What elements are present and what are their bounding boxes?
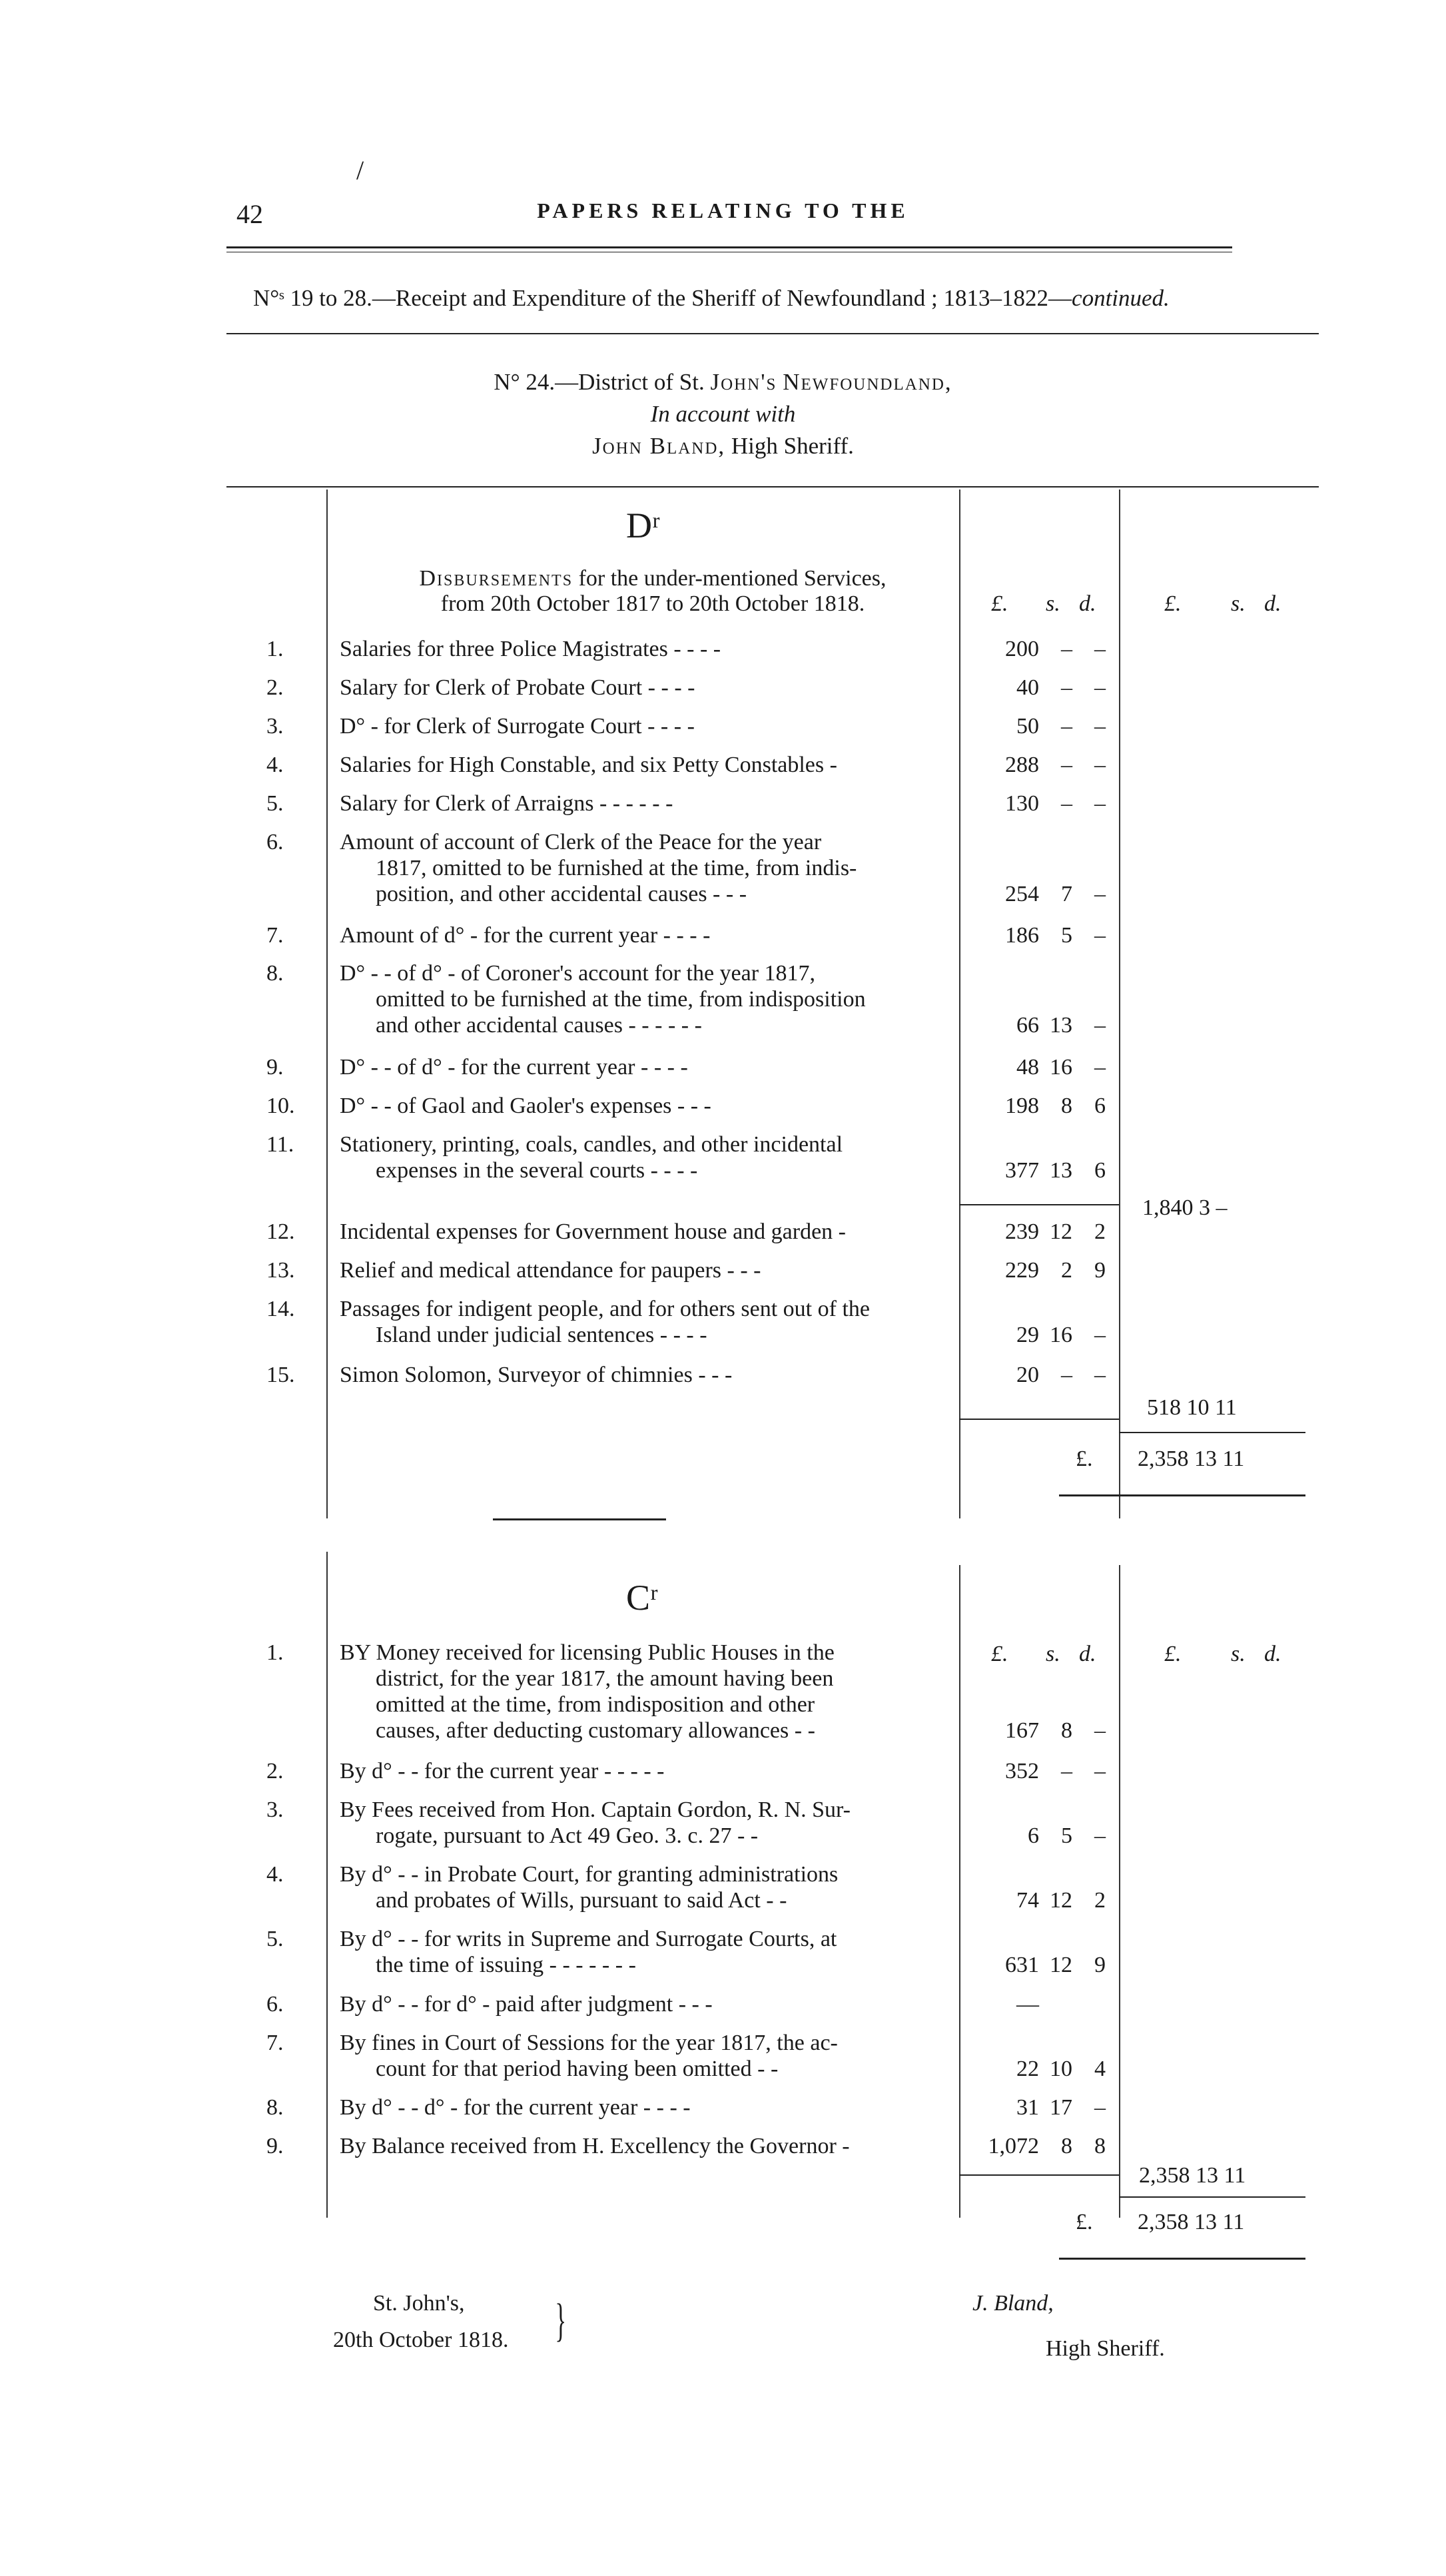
description-line: Passages for indigent people, and for others sent out of the [340, 1297, 870, 1321]
description-line: causes, after deducting customary allowances - - [376, 1718, 815, 1743]
description-line: By fines in Court of Sessions for the year 1817, the ac- [340, 2031, 838, 2055]
amount-shillings: 2 [1061, 1258, 1072, 1283]
row-number: 3. [266, 714, 284, 739]
page-number: 42 [236, 199, 263, 229]
amount-pounds: 66 [1016, 1013, 1039, 1038]
amount-pounds: 352 [1005, 1759, 1039, 1783]
account-place: John's [710, 369, 777, 395]
description-line: Simon Solomon, Surveyor of chimnies - - - [340, 1363, 733, 1387]
debit-col2-pence: d. [1264, 591, 1281, 616]
debit-center-rule [959, 489, 960, 1518]
amount-shillings: 10 [1050, 2057, 1072, 2081]
row-number: 9. [266, 1055, 284, 1080]
amount-pounds: 288 [1005, 753, 1039, 777]
amount-pounds: 130 [1005, 791, 1039, 816]
description-line: omitted to be furnished at the time, from indisposition [376, 987, 866, 1012]
row-description [340, 791, 939, 816]
amount-shillings: 8 [1061, 1718, 1072, 1743]
description-line: district, for the year 1817, the amount having been [376, 1666, 834, 1691]
amount-pounds: 631 [1005, 1953, 1039, 1977]
row-description [340, 1926, 939, 1978]
amount-shillings: 16 [1050, 1055, 1072, 1080]
amount-shillings: – [1061, 714, 1072, 739]
row-description [340, 675, 939, 701]
credit-left-rule [326, 1552, 328, 2218]
description-line: Island under judicial sentences - - - - [376, 1323, 707, 1347]
amount-pounds: 31 [1016, 2095, 1039, 2120]
debit-subtotal-rule-1 [959, 1204, 1119, 1205]
amount-pounds: 377 [1005, 1158, 1039, 1183]
amount-pence: 9 [1094, 1258, 1106, 1283]
amount-shillings: – [1061, 791, 1072, 816]
amount-pence: – [1094, 753, 1106, 777]
brace-icon: } [555, 2295, 567, 2346]
credit-total: 2,358 13 11 [1138, 2210, 1245, 2234]
amount-pounds: 6 [1028, 1823, 1039, 1848]
credit-total-rule-top [1119, 2196, 1305, 2198]
amount-pounds: 239 [1005, 1219, 1039, 1244]
account-rule [226, 486, 1319, 487]
debit-right-rule [1119, 489, 1120, 1518]
description-line: Amount of account of Clerk of the Peace for the year [340, 830, 822, 854]
credit-col2-pounds: £. [1164, 1642, 1182, 1666]
footer-signature: J. Bland, [972, 2291, 1054, 2316]
amount-pence: 2 [1094, 1219, 1106, 1244]
description-line: D° - - of Gaol and Gaoler's expenses - - - [340, 1094, 711, 1118]
row-number: 14. [266, 1297, 295, 1321]
description-line: Relief and medical attendance for paupers - - - [340, 1258, 761, 1283]
amount-pounds: 74 [1016, 1888, 1039, 1913]
description-line: Salaries for three Police Magistrates - - - - [340, 637, 721, 661]
row-number: 9. [266, 2134, 284, 2158]
row-number: 1. [266, 1640, 284, 1665]
description-line: Salaries for High Constable, and six Petty Constables - [340, 753, 837, 777]
amount-pounds: 254 [1005, 882, 1039, 906]
amount-shillings: 8 [1061, 2134, 1072, 2158]
description-line: rogate, pursuant to Act 49 Geo. 3. c. 27 - - [376, 1823, 759, 1848]
amount-pounds: 167 [1005, 1718, 1039, 1743]
description-line: By Fees received from Hon. Captain Gordon, R. N. Sur- [340, 1797, 851, 1822]
description-line: BY Money received for licensing Public Houses in the [340, 1640, 835, 1665]
description-line: and probates of Wills, pursuant to said Act - - [376, 1888, 787, 1913]
footer-title: High Sheriff. [1046, 2336, 1165, 2361]
amount-pence: 9 [1094, 1953, 1106, 1977]
debit-subtotal-rule-2 [959, 1419, 1119, 1420]
amount-shillings: 8 [1061, 1094, 1072, 1118]
row-description [340, 960, 939, 1038]
credit-center-rule [959, 1565, 960, 2218]
description-line: Incidental expenses for Government house and garden - [340, 1219, 847, 1244]
amount-shillings: 12 [1050, 1219, 1072, 1244]
description-line: By d° - - in Probate Court, for granting administrations [340, 1862, 839, 1887]
debit-left-rule [326, 489, 328, 1518]
row-description [340, 2133, 939, 2159]
amount-pounds: 198 [1005, 1094, 1039, 1118]
debit-total: 2,358 13 11 [1138, 1447, 1245, 1471]
document-subtitle [253, 285, 1170, 312]
amount-pence: 4 [1094, 2057, 1106, 2081]
row-number: 7. [266, 923, 284, 948]
amount-pence: – [1094, 1013, 1106, 1038]
row-number: 3. [266, 1797, 284, 1822]
amount-pence: 2 [1094, 1888, 1106, 1913]
row-description [340, 1131, 939, 1183]
description-line: By d° - - for writs in Supreme and Surrogate Courts, at [340, 1927, 837, 1951]
row-number: 1. [266, 637, 284, 661]
row-number: 6. [266, 830, 284, 854]
amount-pounds: — [1016, 1992, 1039, 2017]
subtitle-text: N°ˢ 19 to 28.—Receipt and Expenditure of the Sheriff of Newfoundland ; 1813–1822— [253, 285, 1072, 311]
debit-total-rule-bottom [1059, 1494, 1305, 1496]
row-number: 10. [266, 1094, 295, 1118]
description-line: By d° - - d° - for the current year - - - - [340, 2095, 691, 2120]
account-heading [0, 366, 1446, 462]
amount-shillings: 12 [1050, 1888, 1072, 1913]
description-line: 1817, omitted to be furnished at the time, from indis- [376, 856, 857, 880]
row-number: 8. [266, 2095, 284, 2120]
debit-heading-dates: from 20th October 1817 to 20th October 1818. [440, 591, 865, 616]
account-office: High Sheriff. [731, 433, 854, 459]
row-number: 15. [266, 1363, 295, 1387]
row-number: 4. [266, 753, 284, 777]
description-line: By d° - - for the current year - - - - - [340, 1759, 665, 1783]
amount-pounds: 29 [1016, 1323, 1039, 1347]
amount-shillings: – [1061, 1363, 1072, 1387]
credit-col-pence: d. [1079, 1642, 1096, 1666]
description-line: position, and other accidental causes - - - [376, 882, 747, 906]
amount-pence: 6 [1094, 1094, 1106, 1118]
row-description [340, 1296, 939, 1348]
account-district: N° 24.—District of St. [494, 369, 705, 395]
amount-pence: – [1094, 714, 1106, 739]
description-line: Amount of d° - for the current year - - - - [340, 923, 711, 948]
amount-shillings: 5 [1061, 1823, 1072, 1848]
footer-place: St. John's, [373, 2291, 465, 2316]
amount-shillings: 7 [1061, 882, 1072, 906]
amount-pounds: 186 [1005, 923, 1039, 948]
row-description [340, 829, 939, 907]
debit-total-rule-top [1119, 1432, 1305, 1433]
amount-shillings: – [1061, 675, 1072, 700]
row-description [340, 2030, 939, 2082]
account-line-3 [0, 430, 1446, 462]
row-description [340, 1797, 939, 1849]
amount-pence: – [1094, 1323, 1106, 1347]
row-number: 2. [266, 1759, 284, 1783]
description-line: omitted at the time, from indisposition and other [376, 1692, 815, 1717]
description-line: and other accidental causes - - - - - - [376, 1013, 702, 1038]
credit-subtotal: 2,358 13 11 [1139, 2163, 1246, 2188]
debit-title: Dʳ [626, 505, 660, 545]
credit-col2-shillings: s. [1231, 1642, 1246, 1666]
description-line: By Balance received from H. Excellency the Governor - [340, 2134, 850, 2158]
row-description [340, 1640, 939, 1744]
row-number: 11. [266, 1132, 294, 1157]
description-line: Salary for Clerk of Probate Court - - - - [340, 675, 695, 700]
amount-pounds: 1,072 [988, 2134, 1039, 2158]
amount-shillings: 5 [1061, 923, 1072, 948]
amount-pence: – [1094, 923, 1106, 948]
description-line: By d° - - for d° - paid after judgment - - - [340, 1992, 713, 2017]
debit-col2-pounds: £. [1164, 591, 1182, 616]
credit-total-rule-bottom [1059, 2258, 1305, 2260]
credit-title: Cʳ [626, 1578, 658, 1618]
row-description [340, 713, 939, 739]
description-line: D° - - of d° - of Coroner's account for the year 1817, [340, 961, 816, 986]
description-line: Stationery, printing, coals, candles, and other incidental [340, 1132, 843, 1157]
row-description [340, 1861, 939, 1913]
debit-col2-shillings: s. [1231, 591, 1246, 616]
description-line: D° - - of d° - for the current year - - - - [340, 1055, 688, 1080]
row-number: 7. [266, 2031, 284, 2055]
row-number: 5. [266, 1927, 284, 1951]
header-rule [226, 246, 1232, 248]
amount-pence: – [1094, 1055, 1106, 1080]
credit-col-pounds: £. [991, 1642, 1008, 1666]
row-number: 5. [266, 791, 284, 816]
debit-heading-text: for the under-mentioned Services, [578, 566, 887, 591]
amount-pence: 8 [1094, 2134, 1106, 2158]
amount-shillings: 17 [1050, 2095, 1072, 2120]
amount-shillings: 16 [1050, 1323, 1072, 1347]
amount-pounds: 229 [1005, 1258, 1039, 1283]
debit-total-label: £. [1076, 1447, 1093, 1471]
debit-col-pence: d. [1079, 591, 1096, 616]
debit-heading-label: Disbursements [419, 566, 573, 591]
description-line: the time of issuing - - - - - - - [376, 1953, 636, 1977]
amount-shillings: – [1061, 753, 1072, 777]
subtitle-continued: continued. [1072, 285, 1170, 311]
running-head: PAPERS RELATING TO THE [537, 198, 909, 222]
amount-pence: – [1094, 1718, 1106, 1743]
row-description [340, 1991, 939, 2017]
account-name: John Bland, [592, 433, 726, 459]
amount-pence: – [1094, 791, 1106, 816]
amount-pence: – [1094, 1759, 1106, 1783]
row-description [340, 1054, 939, 1080]
footer-date: 20th October 1818. [333, 2328, 509, 2352]
row-description [340, 2094, 939, 2120]
amount-shillings: 13 [1050, 1158, 1072, 1183]
row-number: 8. [266, 961, 284, 986]
amount-pence: – [1094, 1823, 1106, 1848]
debit-heading [353, 566, 952, 617]
credit-right-rule [1119, 1565, 1120, 2218]
account-line-1 [0, 366, 1446, 398]
debit-subtotal-1: 1,840 3 – [1142, 1195, 1228, 1220]
description-line: count for that period having been omitted - - [376, 2057, 779, 2081]
debit-subtotal-2: 518 10 11 [1147, 1395, 1237, 1420]
amount-pence: – [1094, 882, 1106, 906]
row-number: 13. [266, 1258, 295, 1283]
account-colony: Newfoundland, [783, 369, 952, 395]
amount-pence: – [1094, 637, 1106, 661]
description-line: expenses in the several courts - - - - [376, 1158, 698, 1183]
row-description [340, 752, 939, 778]
amount-pounds: 22 [1016, 2057, 1039, 2081]
amount-shillings: – [1061, 637, 1072, 661]
account-line-2: In account with [650, 401, 796, 427]
description-line: Salary for Clerk of Arraigns - - - - - - [340, 791, 673, 816]
amount-pounds: 200 [1005, 637, 1039, 661]
debit-col-pounds: £. [991, 591, 1008, 616]
amount-shillings: – [1061, 1759, 1072, 1783]
margin-mark: / [356, 155, 364, 185]
subtitle-rule [226, 333, 1319, 334]
row-description [340, 1362, 939, 1388]
amount-shillings: 13 [1050, 1013, 1072, 1038]
amount-pounds: 40 [1016, 675, 1039, 700]
row-description [340, 1758, 939, 1784]
amount-pence: – [1094, 675, 1106, 700]
section-divider [493, 1518, 666, 1520]
row-description [340, 1219, 939, 1245]
amount-shillings: 12 [1050, 1953, 1072, 1977]
credit-col-shillings: s. [1046, 1642, 1060, 1666]
amount-pounds: 50 [1016, 714, 1039, 739]
amount-pounds: 48 [1016, 1055, 1039, 1080]
row-description [340, 922, 939, 948]
credit-col2-pence: d. [1264, 1642, 1281, 1666]
row-description [340, 1257, 939, 1283]
debit-col-shillings: s. [1046, 591, 1060, 616]
row-number: 6. [266, 1992, 284, 2017]
credit-total-label: £. [1076, 2210, 1093, 2234]
row-number: 4. [266, 1862, 284, 1887]
row-description [340, 636, 939, 662]
amount-pence: – [1094, 2095, 1106, 2120]
amount-pence: 6 [1094, 1158, 1106, 1183]
amount-pounds: 20 [1016, 1363, 1039, 1387]
amount-pence: – [1094, 1363, 1106, 1387]
row-number: 12. [266, 1219, 295, 1244]
credit-subtotal-rule [959, 2174, 1119, 2176]
row-number: 2. [266, 675, 284, 700]
description-line: D° - for Clerk of Surrogate Court - - - - [340, 714, 695, 739]
row-description [340, 1093, 939, 1119]
